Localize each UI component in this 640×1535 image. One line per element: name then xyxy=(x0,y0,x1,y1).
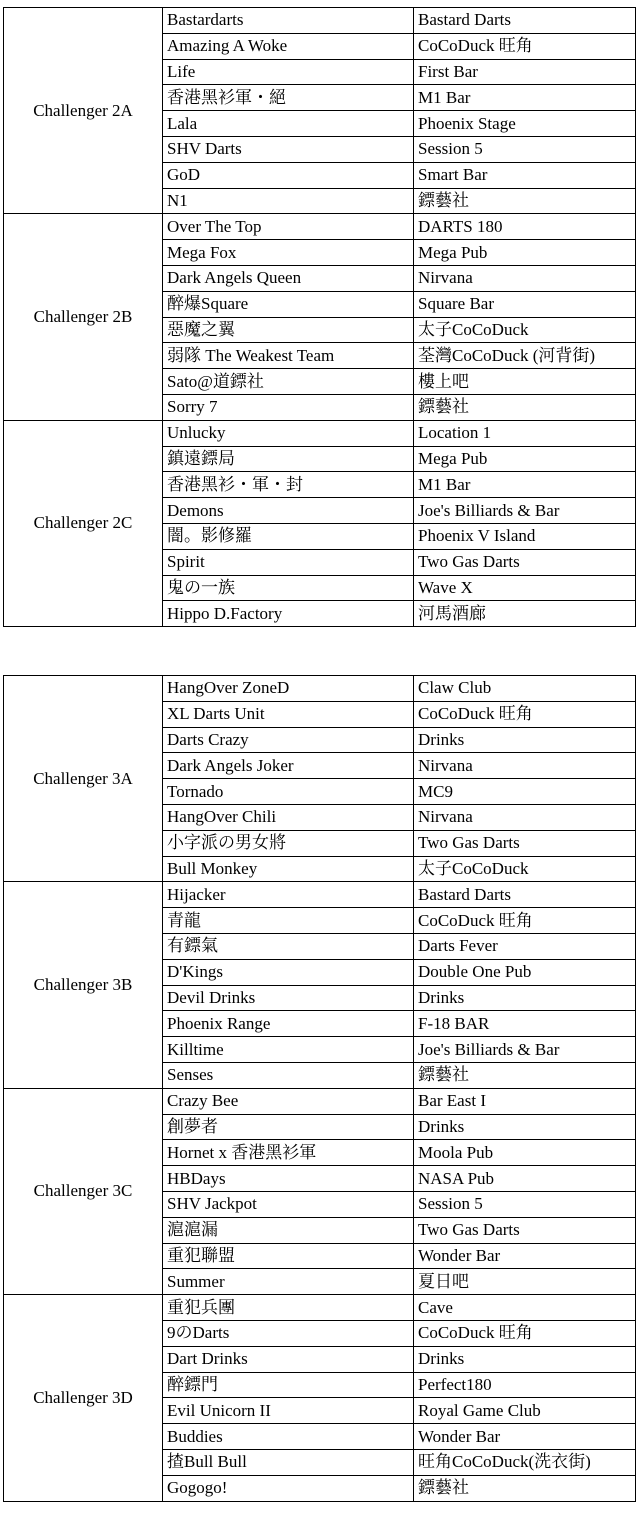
venue-name: CoCoDuck 旺角 xyxy=(414,908,636,934)
team-name: 闇。影修羅 xyxy=(163,523,414,549)
table-row xyxy=(4,214,636,240)
team-name: 有鏢氣 xyxy=(163,933,414,959)
division-name: Challenger 2C xyxy=(4,420,163,626)
team-name: 鎮遠鏢局 xyxy=(163,446,414,472)
team-name: HangOver ZoneD xyxy=(163,676,414,702)
team-name: SHV Jackpot xyxy=(163,1191,414,1217)
team-name: Crazy Bee xyxy=(163,1088,414,1114)
team-name: Lala xyxy=(163,111,414,137)
venue-name: Session 5 xyxy=(414,136,636,162)
team-name: SHV Darts xyxy=(163,136,414,162)
team-name: Summer xyxy=(163,1269,414,1295)
team-name: Dart Drinks xyxy=(163,1346,414,1372)
team-name: Buddies xyxy=(163,1424,414,1450)
venue-name: DARTS 180 xyxy=(414,214,636,240)
team-name: Over The Top xyxy=(163,214,414,240)
venue-name: Joe's Billiards & Bar xyxy=(414,1037,636,1063)
venue-name: M1 Bar xyxy=(414,85,636,111)
team-name: HangOver Chili xyxy=(163,804,414,830)
venue-name: Nirvana xyxy=(414,804,636,830)
venue-name: Perfect180 xyxy=(414,1372,636,1398)
table-row xyxy=(4,882,636,908)
venue-name: Claw Club xyxy=(414,676,636,702)
team-name: 9のDarts xyxy=(163,1320,414,1346)
venue-name: CoCoDuck 旺角 xyxy=(414,33,636,59)
venue-name: 鏢藝社 xyxy=(414,1062,636,1088)
table-row xyxy=(4,676,636,702)
team-name: GoD xyxy=(163,162,414,188)
team-name: Life xyxy=(163,59,414,85)
venue-name: NASA Pub xyxy=(414,1166,636,1192)
team-name: 醉鏢門 xyxy=(163,1372,414,1398)
team-name: Dark Angels Joker xyxy=(163,753,414,779)
venue-name: F-18 BAR xyxy=(414,1011,636,1037)
team-name: Amazing A Woke xyxy=(163,33,414,59)
venue-name: Joe's Billiards & Bar xyxy=(414,498,636,524)
venue-name: Bastard Darts xyxy=(414,8,636,34)
venue-name: Smart Bar xyxy=(414,162,636,188)
team-name: 香港黑衫軍・絕 xyxy=(163,85,414,111)
venue-name: Drinks xyxy=(414,1114,636,1140)
venue-name: Darts Fever xyxy=(414,933,636,959)
team-name: Unlucky xyxy=(163,420,414,446)
team-name: Killtime xyxy=(163,1037,414,1063)
table-row xyxy=(4,1295,636,1321)
team-name: 重犯兵團 xyxy=(163,1295,414,1321)
team-name: 鬼の一族 xyxy=(163,575,414,601)
venue-name: Drinks xyxy=(414,985,636,1011)
venue-name: Two Gas Darts xyxy=(414,830,636,856)
team-name: Bastardarts xyxy=(163,8,414,34)
venue-name: Square Bar xyxy=(414,291,636,317)
team-name: Sorry 7 xyxy=(163,394,414,420)
team-name: 弱隊 The Weakest Team xyxy=(163,343,414,369)
venue-name: Two Gas Darts xyxy=(414,1217,636,1243)
team-name: Evil Unicorn II xyxy=(163,1398,414,1424)
venue-name: Phoenix Stage xyxy=(414,111,636,137)
team-name: Demons xyxy=(163,498,414,524)
venue-name: Wonder Bar xyxy=(414,1243,636,1269)
venue-name: Nirvana xyxy=(414,753,636,779)
table-row xyxy=(4,420,636,446)
team-name: D'Kings xyxy=(163,959,414,985)
team-name: 香港黑衫・軍・封 xyxy=(163,472,414,498)
division-name: Challenger 2A xyxy=(4,8,163,214)
venue-name: M1 Bar xyxy=(414,472,636,498)
team-name: 滬滬漏 xyxy=(163,1217,414,1243)
venue-name: 荃灣CoCoDuck (河背街) xyxy=(414,343,636,369)
team-name: Hijacker xyxy=(163,882,414,908)
venue-name: Drinks xyxy=(414,727,636,753)
team-name: Gogogo! xyxy=(163,1475,414,1501)
team-name: Hippo D.Factory xyxy=(163,601,414,627)
venue-name: Location 1 xyxy=(414,420,636,446)
team-name: 小字派の男女將 xyxy=(163,830,414,856)
team-name: Senses xyxy=(163,1062,414,1088)
team-name: Darts Crazy xyxy=(163,727,414,753)
team-name: 揸Bull Bull xyxy=(163,1449,414,1475)
team-name: 青龍 xyxy=(163,908,414,934)
venue-name: Cave xyxy=(414,1295,636,1321)
venue-name: 太子CoCoDuck xyxy=(414,317,636,343)
venue-name: 河馬酒廊 xyxy=(414,601,636,627)
venue-name: 樓上吧 xyxy=(414,369,636,395)
venue-name: Royal Game Club xyxy=(414,1398,636,1424)
venue-name: CoCoDuck 旺角 xyxy=(414,1320,636,1346)
table-row xyxy=(4,1088,636,1114)
venue-name: 鏢藝社 xyxy=(414,1475,636,1501)
team-name: Spirit xyxy=(163,549,414,575)
venue-name: Mega Pub xyxy=(414,446,636,472)
division-name: Challenger 3B xyxy=(4,882,163,1088)
venue-name: MC9 xyxy=(414,779,636,805)
division-name: Challenger 3C xyxy=(4,1088,163,1294)
team-name: 醉爆Square xyxy=(163,291,414,317)
team-name: Hornet x 香港黑衫軍 xyxy=(163,1140,414,1166)
team-name: Tornado xyxy=(163,779,414,805)
venue-name: Wonder Bar xyxy=(414,1424,636,1450)
team-name: N1 xyxy=(163,188,414,214)
venue-name: Moola Pub xyxy=(414,1140,636,1166)
venue-name: Two Gas Darts xyxy=(414,549,636,575)
team-name: Devil Drinks xyxy=(163,985,414,1011)
venue-name: 太子CoCoDuck xyxy=(414,856,636,882)
venue-name: 鏢藝社 xyxy=(414,394,636,420)
team-name: Dark Angels Queen xyxy=(163,265,414,291)
venue-name: Wave X xyxy=(414,575,636,601)
team-name: Sato@道鏢社 xyxy=(163,369,414,395)
venue-name: 鏢藝社 xyxy=(414,188,636,214)
challenger-2-table xyxy=(3,7,636,627)
venue-name: 旺角CoCoDuck(洗衣街) xyxy=(414,1449,636,1475)
table-row xyxy=(4,8,636,34)
division-name: Challenger 3D xyxy=(4,1295,163,1501)
team-name: 創夢者 xyxy=(163,1114,414,1140)
venue-name: Phoenix V Island xyxy=(414,523,636,549)
venue-name: Drinks xyxy=(414,1346,636,1372)
venue-name: Nirvana xyxy=(414,265,636,291)
team-name: 重犯聯盟 xyxy=(163,1243,414,1269)
challenger-3-table xyxy=(3,675,636,1502)
team-name: 惡魔之翼 xyxy=(163,317,414,343)
team-name: Mega Fox xyxy=(163,240,414,266)
venue-name: Bastard Darts xyxy=(414,882,636,908)
venue-name: Session 5 xyxy=(414,1191,636,1217)
venue-name: Mega Pub xyxy=(414,240,636,266)
venue-name: CoCoDuck 旺角 xyxy=(414,701,636,727)
team-name: XL Darts Unit xyxy=(163,701,414,727)
division-name: Challenger 2B xyxy=(4,214,163,420)
team-name: HBDays xyxy=(163,1166,414,1192)
venue-name: Double One Pub xyxy=(414,959,636,985)
team-name: Phoenix Range xyxy=(163,1011,414,1037)
team-name: Bull Monkey xyxy=(163,856,414,882)
division-name: Challenger 3A xyxy=(4,676,163,882)
venue-name: First Bar xyxy=(414,59,636,85)
venue-name: 夏日吧 xyxy=(414,1269,636,1295)
venue-name: Bar East I xyxy=(414,1088,636,1114)
